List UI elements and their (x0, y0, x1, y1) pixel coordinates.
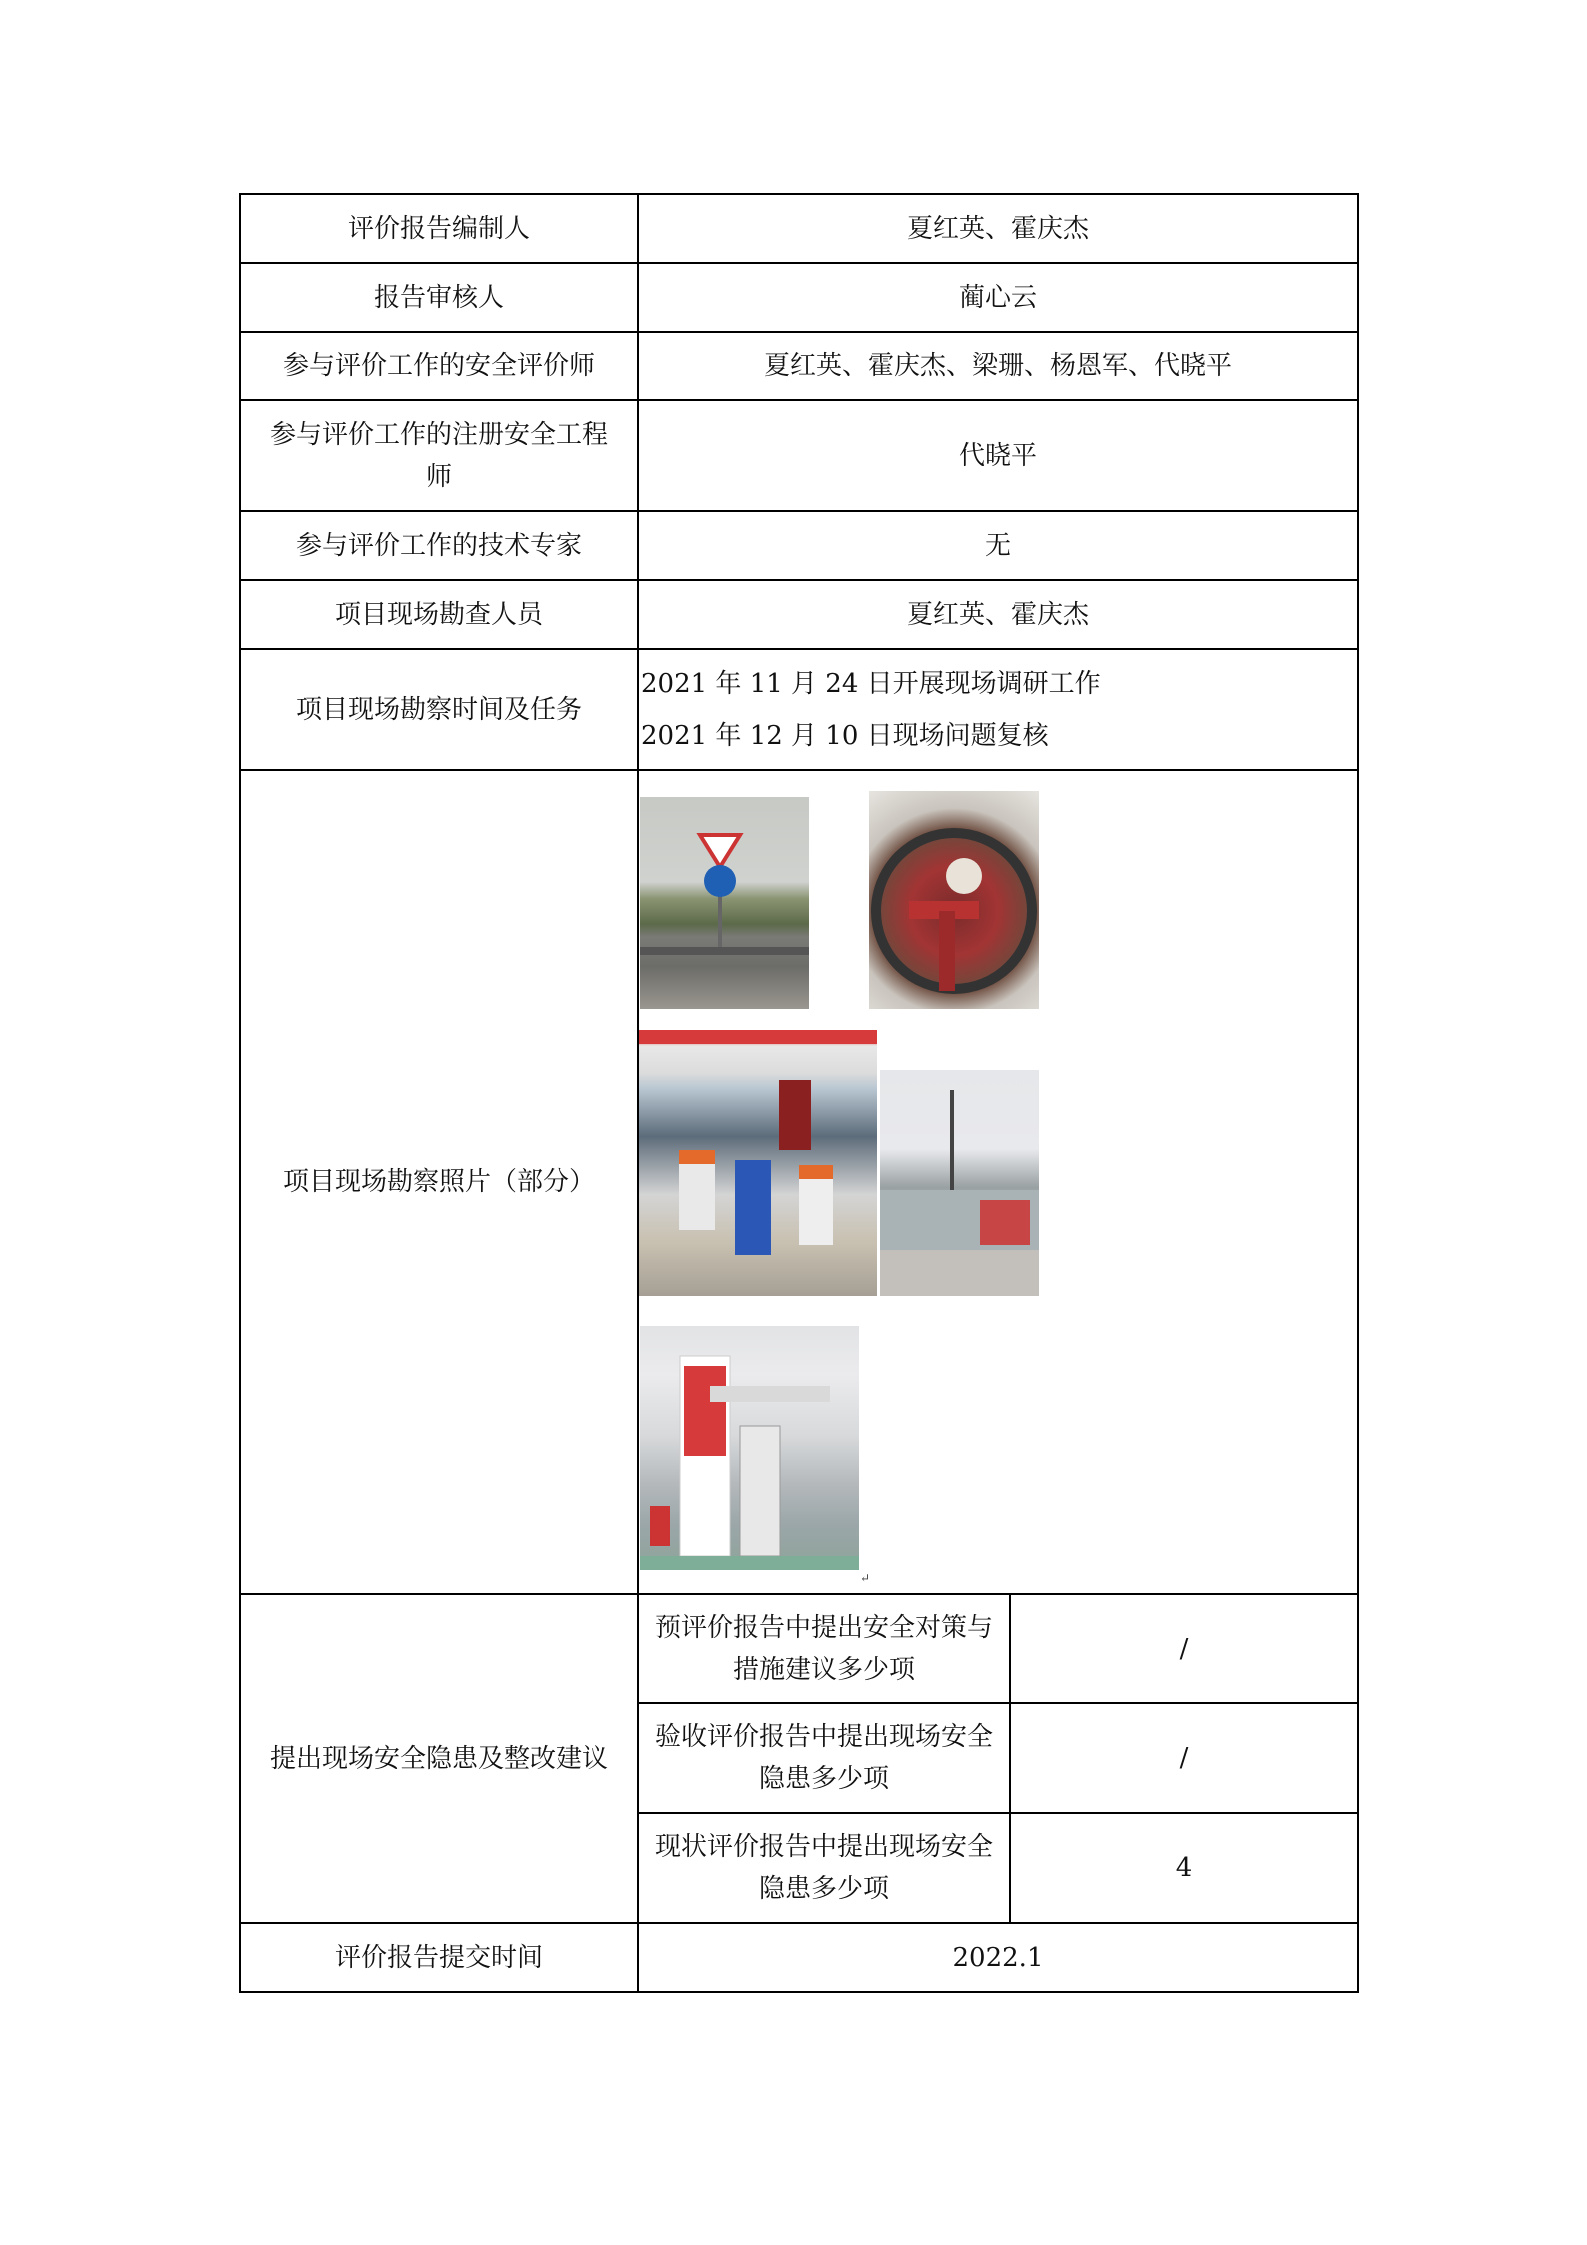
equipment-icon (880, 1070, 1039, 1296)
assessors-label: 参与评价工作的安全评价师 (240, 332, 638, 400)
hazards-label: 提出现场安全隐患及整改建议 (240, 1594, 638, 1923)
photos-cell (638, 770, 1358, 1594)
reviewer-label: 报告审核人 (240, 263, 638, 332)
site-photo-staff-group (639, 1030, 877, 1296)
engineer-label (240, 400, 638, 511)
submit-value: 2022.1 (638, 1923, 1358, 1992)
site-photo-tank-valve (869, 791, 1039, 1009)
row-engineer (240, 400, 1358, 511)
people-icon (639, 1030, 877, 1296)
hazard-2-value: / (1010, 1703, 1358, 1813)
hazard-1-line1: 预评价报告中提出安全对策与 (654, 1612, 993, 1643)
experts-label: 参与评价工作的技术专家 (240, 511, 638, 580)
submit-label: 评价报告提交时间 (240, 1923, 638, 1992)
row-assessors (240, 332, 1358, 400)
hazard-3-question (638, 1813, 1010, 1923)
row-survey-time (240, 649, 1358, 770)
site-photo-fuel-dispenser (640, 1326, 859, 1570)
survey-time-line1: 2021 年 11 月 24 日开展现场调研工作 (641, 668, 1101, 699)
survey-time-label: 项目现场勘察时间及任务 (240, 649, 638, 770)
engineer-value: 代晓平 (638, 400, 1358, 511)
engineer-label-line1: 参与评价工作的注册安全工程 (269, 419, 608, 450)
hazard-1-value: / (1010, 1594, 1358, 1703)
row-photos (240, 770, 1358, 1594)
row-reviewer (240, 263, 1358, 332)
hazard-2-question (638, 1703, 1010, 1813)
site-staff-label: 项目现场勘查人员 (240, 580, 638, 649)
row-experts (240, 511, 1358, 580)
compiler-value: 夏红英、霍庆杰 (638, 194, 1358, 263)
assessors-value: 夏红英、霍庆杰、梁珊、杨恩军、代晓平 (638, 332, 1358, 400)
experts-value: 无 (638, 511, 1358, 580)
valve-icon (869, 791, 1039, 1009)
hazard-3-value: 4 (1010, 1813, 1358, 1923)
site-staff-value: 夏红英、霍庆杰 (638, 580, 1358, 649)
row-hazard-1 (240, 1594, 1358, 1703)
site-photo-equipment (880, 1070, 1039, 1296)
compiler-label: 评价报告编制人 (240, 194, 638, 263)
hazard-3-line2: 隐患多少项 (758, 1874, 889, 1904)
hazard-3-line1: 现状评价报告中提出现场安全 (654, 1832, 993, 1862)
site-photo-road-sign (640, 797, 809, 1009)
road-sign-icon (640, 797, 809, 1009)
paragraph-mark: ↵ (860, 1571, 871, 1585)
hazard-2-line2: 隐患多少项 (758, 1764, 889, 1794)
evaluation-info-table (239, 193, 1359, 1993)
hazard-1-question (638, 1594, 1010, 1703)
survey-time-value (638, 649, 1358, 770)
row-submit (240, 1923, 1358, 1992)
engineer-label-line2: 师 (425, 461, 452, 492)
fuel-pump-icon (640, 1326, 859, 1570)
hazard-1-line2: 措施建议多少项 (732, 1654, 915, 1685)
row-site-staff (240, 580, 1358, 649)
survey-time-line2: 2021 年 12 月 10 日现场问题复核 (641, 720, 1049, 751)
photos-label: 项目现场勘察照片（部分） (240, 770, 638, 1594)
row-compiler (240, 194, 1358, 263)
reviewer-value: 蔺心云 (638, 263, 1358, 332)
photo-gallery (639, 771, 1357, 1593)
hazard-2-line1: 验收评价报告中提出现场安全 (654, 1722, 993, 1752)
